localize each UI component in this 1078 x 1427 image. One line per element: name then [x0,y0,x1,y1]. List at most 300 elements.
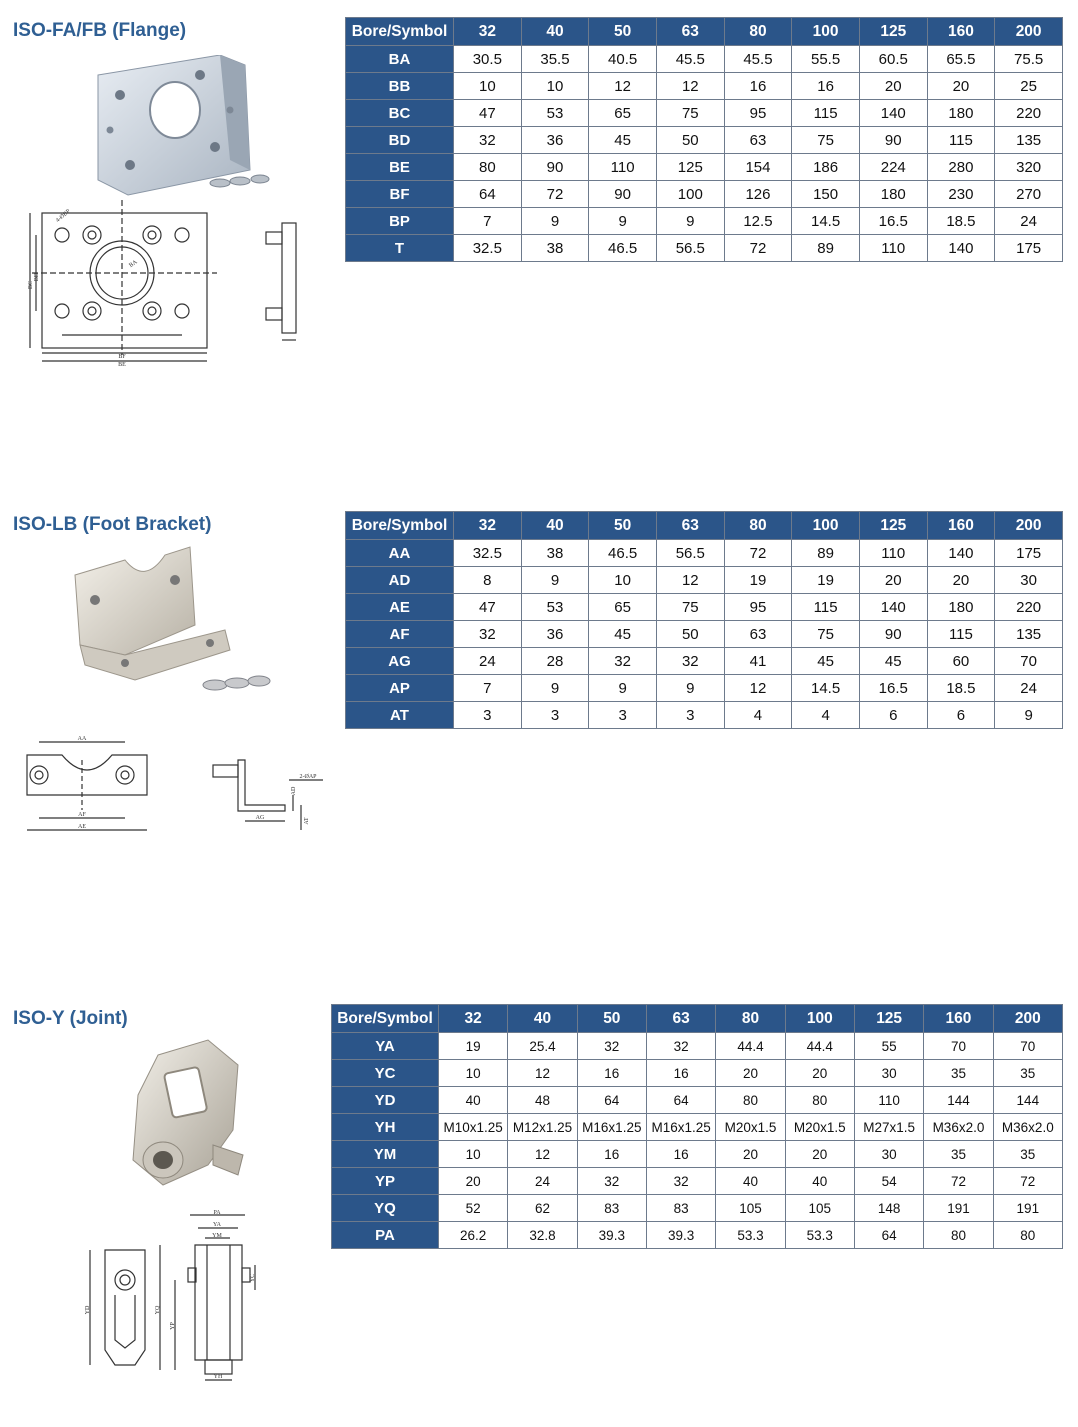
table-cell: 72 [724,235,792,262]
header-cell: 200 [995,18,1063,46]
table-cell: 20 [785,1141,854,1168]
table-cell: 80 [716,1087,785,1114]
table-cell: 20 [927,73,995,100]
table-cell: 47 [454,100,522,127]
table-cell: 6 [927,702,995,729]
table-cell: 75 [792,127,860,154]
table-row [332,1168,1063,1195]
table-cell: M16x1.25 [646,1114,715,1141]
table-cell: 3 [656,702,724,729]
header-cell: 32 [454,512,522,540]
table-cell: 18.5 [927,675,995,702]
section-title-joint: ISO-Y (Joint) [13,1008,128,1029]
header-cell: 50 [577,1005,646,1033]
table-cell: 110 [859,235,927,262]
joint-table [331,1004,1063,1249]
table-cell: 16 [792,73,860,100]
table-row [346,181,1063,208]
drawing-label: YM [212,1233,222,1239]
table-cell: 45.5 [724,46,792,73]
table-row [346,594,1063,621]
table-cell: 280 [927,154,995,181]
row-symbol: AT [346,702,454,729]
table-cell: 115 [927,127,995,154]
table-cell: 45 [589,621,657,648]
table-cell: 140 [859,100,927,127]
table-row [332,1195,1063,1222]
drawing-label: AA [77,736,87,742]
table-cell: 16.5 [859,675,927,702]
table-cell: M16x1.25 [577,1114,646,1141]
table-cell: 75.5 [995,46,1063,73]
row-symbol: BB [346,73,454,100]
foot-bracket-photo [65,545,280,705]
drawing-label: AG [255,815,265,821]
table-cell: 7 [454,208,522,235]
table-cell: 55.5 [792,46,860,73]
table-cell: 4 [724,702,792,729]
row-symbol: BF [346,181,454,208]
header-cell: Bore/Symbol [332,1005,439,1033]
table-cell: 16.5 [859,208,927,235]
table-cell: 95 [724,100,792,127]
table-cell: 38 [521,235,589,262]
table-cell: M20x1.5 [785,1114,854,1141]
table-row [346,154,1063,181]
row-symbol: YP [332,1168,439,1195]
drawing-label: 4-ØBP [55,208,72,224]
table-cell: 135 [995,621,1063,648]
table-cell: 32 [577,1168,646,1195]
table-cell: 126 [724,181,792,208]
table-cell: 32.8 [508,1222,577,1249]
table-row [346,208,1063,235]
header-cell: 200 [995,512,1063,540]
table-cell: 110 [854,1087,923,1114]
table-cell: 6 [859,702,927,729]
table-cell: 32 [589,648,657,675]
table-cell: 18.5 [927,208,995,235]
table-cell: 55 [854,1033,923,1060]
table-cell: 24 [995,208,1063,235]
table-cell: 32 [454,127,522,154]
table-cell: 70 [924,1033,993,1060]
header-cell: 160 [927,18,995,46]
drawing-label: BC [28,280,34,290]
table-cell: 8 [454,567,522,594]
table-cell: 32 [646,1033,715,1060]
table-cell: 191 [924,1195,993,1222]
table-cell: 25.4 [508,1033,577,1060]
table-row [346,235,1063,262]
table-cell: 32.5 [454,235,522,262]
header-cell: 160 [924,1005,993,1033]
table-cell: 53.3 [785,1222,854,1249]
table-header-row [346,512,1063,540]
table-cell: 80 [924,1222,993,1249]
table-cell: 9 [521,675,589,702]
table-cell: 64 [577,1087,646,1114]
table-cell: 12 [508,1141,577,1168]
foot-bracket-table [345,511,1063,729]
table-cell: 115 [792,100,860,127]
joint-table-body [332,1033,1063,1249]
table-cell: 45 [792,648,860,675]
joint-drawing-side [150,1210,265,1385]
table-cell: 24 [454,648,522,675]
header-cell: 32 [454,18,522,46]
table-cell: 72 [993,1168,1062,1195]
table-row [346,127,1063,154]
table-cell: 46.5 [589,235,657,262]
flange-table-body [346,46,1063,262]
table-cell: 39.3 [646,1222,715,1249]
table-row [346,540,1063,567]
joint-photo [118,1035,258,1195]
row-symbol: T [346,235,454,262]
table-cell: 12 [656,567,724,594]
foot-bracket-table-body [346,540,1063,729]
table-cell: 19 [792,567,860,594]
table-cell: 4 [792,702,860,729]
table-cell: 115 [792,594,860,621]
table-cell: 175 [995,235,1063,262]
table-row [346,621,1063,648]
table-cell: 9 [656,675,724,702]
table-cell: 191 [993,1195,1062,1222]
row-symbol: BC [346,100,454,127]
table-cell: 32 [656,648,724,675]
table-row [332,1033,1063,1060]
header-cell: 63 [656,512,724,540]
table-cell: 44.4 [785,1033,854,1060]
table-cell: 50 [656,621,724,648]
table-cell: 70 [993,1033,1062,1060]
table-cell: 10 [439,1060,508,1087]
drawing-label: YQ [155,1305,161,1315]
table-cell: 10 [439,1141,508,1168]
header-cell: 80 [716,1005,785,1033]
table-cell: 20 [859,567,927,594]
table-cell: 32 [577,1033,646,1060]
table-cell: 26.2 [439,1222,508,1249]
table-cell: 45.5 [656,46,724,73]
table-cell: 63 [724,621,792,648]
table-cell: 175 [995,540,1063,567]
table-cell: M10x1.25 [439,1114,508,1141]
foot-bracket-drawing-front [22,730,157,845]
table-cell: 10 [454,73,522,100]
table-cell: 65 [589,594,657,621]
table-row [332,1060,1063,1087]
table-cell: 220 [995,594,1063,621]
table-cell: 230 [927,181,995,208]
drawing-label: AE [78,824,86,830]
table-cell: 125 [656,154,724,181]
flange-table [345,17,1063,262]
table-cell: 44.4 [716,1033,785,1060]
table-cell: 45 [589,127,657,154]
table-cell: 19 [724,567,792,594]
header-cell: 100 [792,512,860,540]
table-cell: 150 [792,181,860,208]
header-cell: Bore/Symbol [346,512,454,540]
table-cell: 90 [589,181,657,208]
table-row [332,1222,1063,1249]
table-cell: 30 [854,1060,923,1087]
table-cell: 16 [577,1141,646,1168]
table-cell: 320 [995,154,1063,181]
table-cell: 40 [716,1168,785,1195]
table-cell: 83 [646,1195,715,1222]
drawing-label: YD [85,1305,91,1315]
row-symbol: BD [346,127,454,154]
row-symbol: AA [346,540,454,567]
header-cell: 160 [927,512,995,540]
table-cell: 95 [724,594,792,621]
header-cell: 50 [589,18,657,46]
table-cell: M12x1.25 [508,1114,577,1141]
drawing-label: BA [128,259,139,270]
table-cell: M36x2.0 [993,1114,1062,1141]
table-cell: 144 [924,1087,993,1114]
table-cell: 80 [993,1222,1062,1249]
table-cell: 35 [993,1060,1062,1087]
header-cell: 125 [859,18,927,46]
table-cell: 60 [927,648,995,675]
table-cell: 220 [995,100,1063,127]
table-cell: 180 [927,100,995,127]
table-cell: 20 [716,1060,785,1087]
header-cell: 100 [785,1005,854,1033]
table-cell: 9 [995,702,1063,729]
table-cell: 70 [995,648,1063,675]
header-cell: 40 [508,1005,577,1033]
table-cell: 36 [521,621,589,648]
table-row [332,1114,1063,1141]
table-cell: 53 [521,100,589,127]
table-cell: 28 [521,648,589,675]
table-cell: 35 [924,1141,993,1168]
table-row [346,675,1063,702]
table-cell: 32.5 [454,540,522,567]
table-cell: 224 [859,154,927,181]
table-cell: 64 [854,1222,923,1249]
table-cell: 89 [792,540,860,567]
table-cell: 16 [724,73,792,100]
table-header-row [332,1005,1063,1033]
table-row [346,702,1063,729]
table-cell: 32 [646,1168,715,1195]
table-cell: 40.5 [589,46,657,73]
header-cell: 50 [589,512,657,540]
table-cell: 72 [924,1168,993,1195]
table-cell: 30.5 [454,46,522,73]
table-cell: 180 [859,181,927,208]
drawing-label: AT [304,817,310,825]
table-cell: 135 [995,127,1063,154]
table-cell: 9 [589,208,657,235]
flange-photo [90,55,280,200]
row-symbol: BA [346,46,454,73]
table-header-row [346,18,1063,46]
table-cell: 100 [656,181,724,208]
table-cell: 35 [993,1141,1062,1168]
table-cell: 40 [785,1168,854,1195]
section-title-foot-bracket: ISO-LB (Foot Bracket) [13,514,212,535]
table-cell: 41 [724,648,792,675]
table-cell: 90 [859,621,927,648]
table-cell: 64 [454,181,522,208]
row-symbol: YH [332,1114,439,1141]
table-cell: 154 [724,154,792,181]
table-cell: 38 [521,540,589,567]
table-cell: 12 [589,73,657,100]
table-cell: 63 [724,127,792,154]
table-cell: 32 [454,621,522,648]
drawing-label: YP [170,1322,176,1330]
table-cell: M36x2.0 [924,1114,993,1141]
table-cell: 53 [521,594,589,621]
table-cell: 19 [439,1033,508,1060]
table-cell: 35.5 [521,46,589,73]
row-symbol: BE [346,154,454,181]
table-cell: 46.5 [589,540,657,567]
table-cell: 20 [859,73,927,100]
table-cell: 89 [792,235,860,262]
header-cell: Bore/Symbol [346,18,454,46]
table-cell: 53.3 [716,1222,785,1249]
table-row [332,1141,1063,1168]
table-cell: 64 [646,1087,715,1114]
section-title-flange: ISO-FA/FB (Flange) [13,20,187,41]
table-cell: 3 [521,702,589,729]
table-cell: M20x1.5 [716,1114,785,1141]
table-cell: 110 [589,154,657,181]
table-cell: 72 [521,181,589,208]
table-cell: 12 [656,73,724,100]
table-row [346,567,1063,594]
table-cell: 14.5 [792,675,860,702]
table-cell: 47 [454,594,522,621]
header-cell: 80 [724,18,792,46]
table-cell: 62 [508,1195,577,1222]
table-cell: 24 [995,675,1063,702]
table-cell: 36 [521,127,589,154]
table-cell: 60.5 [859,46,927,73]
row-symbol: AE [346,594,454,621]
table-cell: 20 [785,1060,854,1087]
table-cell: 39.3 [577,1222,646,1249]
table-cell: 16 [577,1060,646,1087]
row-symbol: AF [346,621,454,648]
table-row [346,648,1063,675]
foot-bracket-drawing-side [205,755,335,835]
table-cell: 20 [439,1168,508,1195]
table-cell: 180 [927,594,995,621]
header-cell: 63 [656,18,724,46]
flange-drawing-side [262,218,312,348]
drawing-label: BF [118,354,126,360]
table-cell: 75 [656,100,724,127]
header-cell: 200 [993,1005,1062,1033]
table-cell: 65.5 [927,46,995,73]
table-cell: 270 [995,181,1063,208]
table-cell: 25 [995,73,1063,100]
flange-drawing-front [22,195,222,370]
table-cell: 140 [927,235,995,262]
table-cell: 80 [454,154,522,181]
drawing-label: PA [213,1210,221,1216]
table-cell: 75 [792,621,860,648]
table-cell: 3 [454,702,522,729]
table-row [346,100,1063,127]
table-cell: 75 [656,594,724,621]
table-cell: 30 [995,567,1063,594]
table-cell: 110 [859,540,927,567]
row-symbol: AD [346,567,454,594]
drawing-label: YA [212,1222,222,1228]
table-cell: 14.5 [792,208,860,235]
row-symbol: PA [332,1222,439,1249]
row-symbol: YQ [332,1195,439,1222]
table-cell: 45 [859,648,927,675]
header-cell: 80 [724,512,792,540]
table-cell: 16 [646,1141,715,1168]
header-cell: 125 [854,1005,923,1033]
table-cell: 16 [646,1060,715,1087]
drawing-label: BD [34,272,40,282]
table-row [332,1087,1063,1114]
table-cell: 30 [854,1141,923,1168]
drawing-label: BE [118,362,126,368]
table-cell: 24 [508,1168,577,1195]
row-symbol: YC [332,1060,439,1087]
header-cell: 40 [521,18,589,46]
table-cell: 10 [589,567,657,594]
table-cell: 56.5 [656,235,724,262]
table-cell: 9 [589,675,657,702]
table-cell: 52 [439,1195,508,1222]
table-cell: 83 [577,1195,646,1222]
table-cell: 90 [859,127,927,154]
drawing-label: AF [78,812,86,818]
table-cell: 90 [521,154,589,181]
header-cell: 125 [859,512,927,540]
drawing-label: YH [213,1374,223,1380]
table-cell: 20 [716,1141,785,1168]
header-cell: 100 [792,18,860,46]
table-cell: 20 [927,567,995,594]
row-symbol: YM [332,1141,439,1168]
table-cell: 9 [656,208,724,235]
table-cell: 12.5 [724,208,792,235]
header-cell: 32 [439,1005,508,1033]
table-cell: 50 [656,127,724,154]
table-cell: 40 [439,1087,508,1114]
table-row [346,73,1063,100]
drawing-label: YC [250,1273,256,1283]
table-cell: 9 [521,208,589,235]
table-cell: 186 [792,154,860,181]
table-cell: 80 [785,1087,854,1114]
row-symbol: AG [346,648,454,675]
table-cell: 9 [521,567,589,594]
header-cell: 63 [646,1005,715,1033]
table-cell: 12 [724,675,792,702]
table-cell: 56.5 [656,540,724,567]
table-cell: 105 [716,1195,785,1222]
